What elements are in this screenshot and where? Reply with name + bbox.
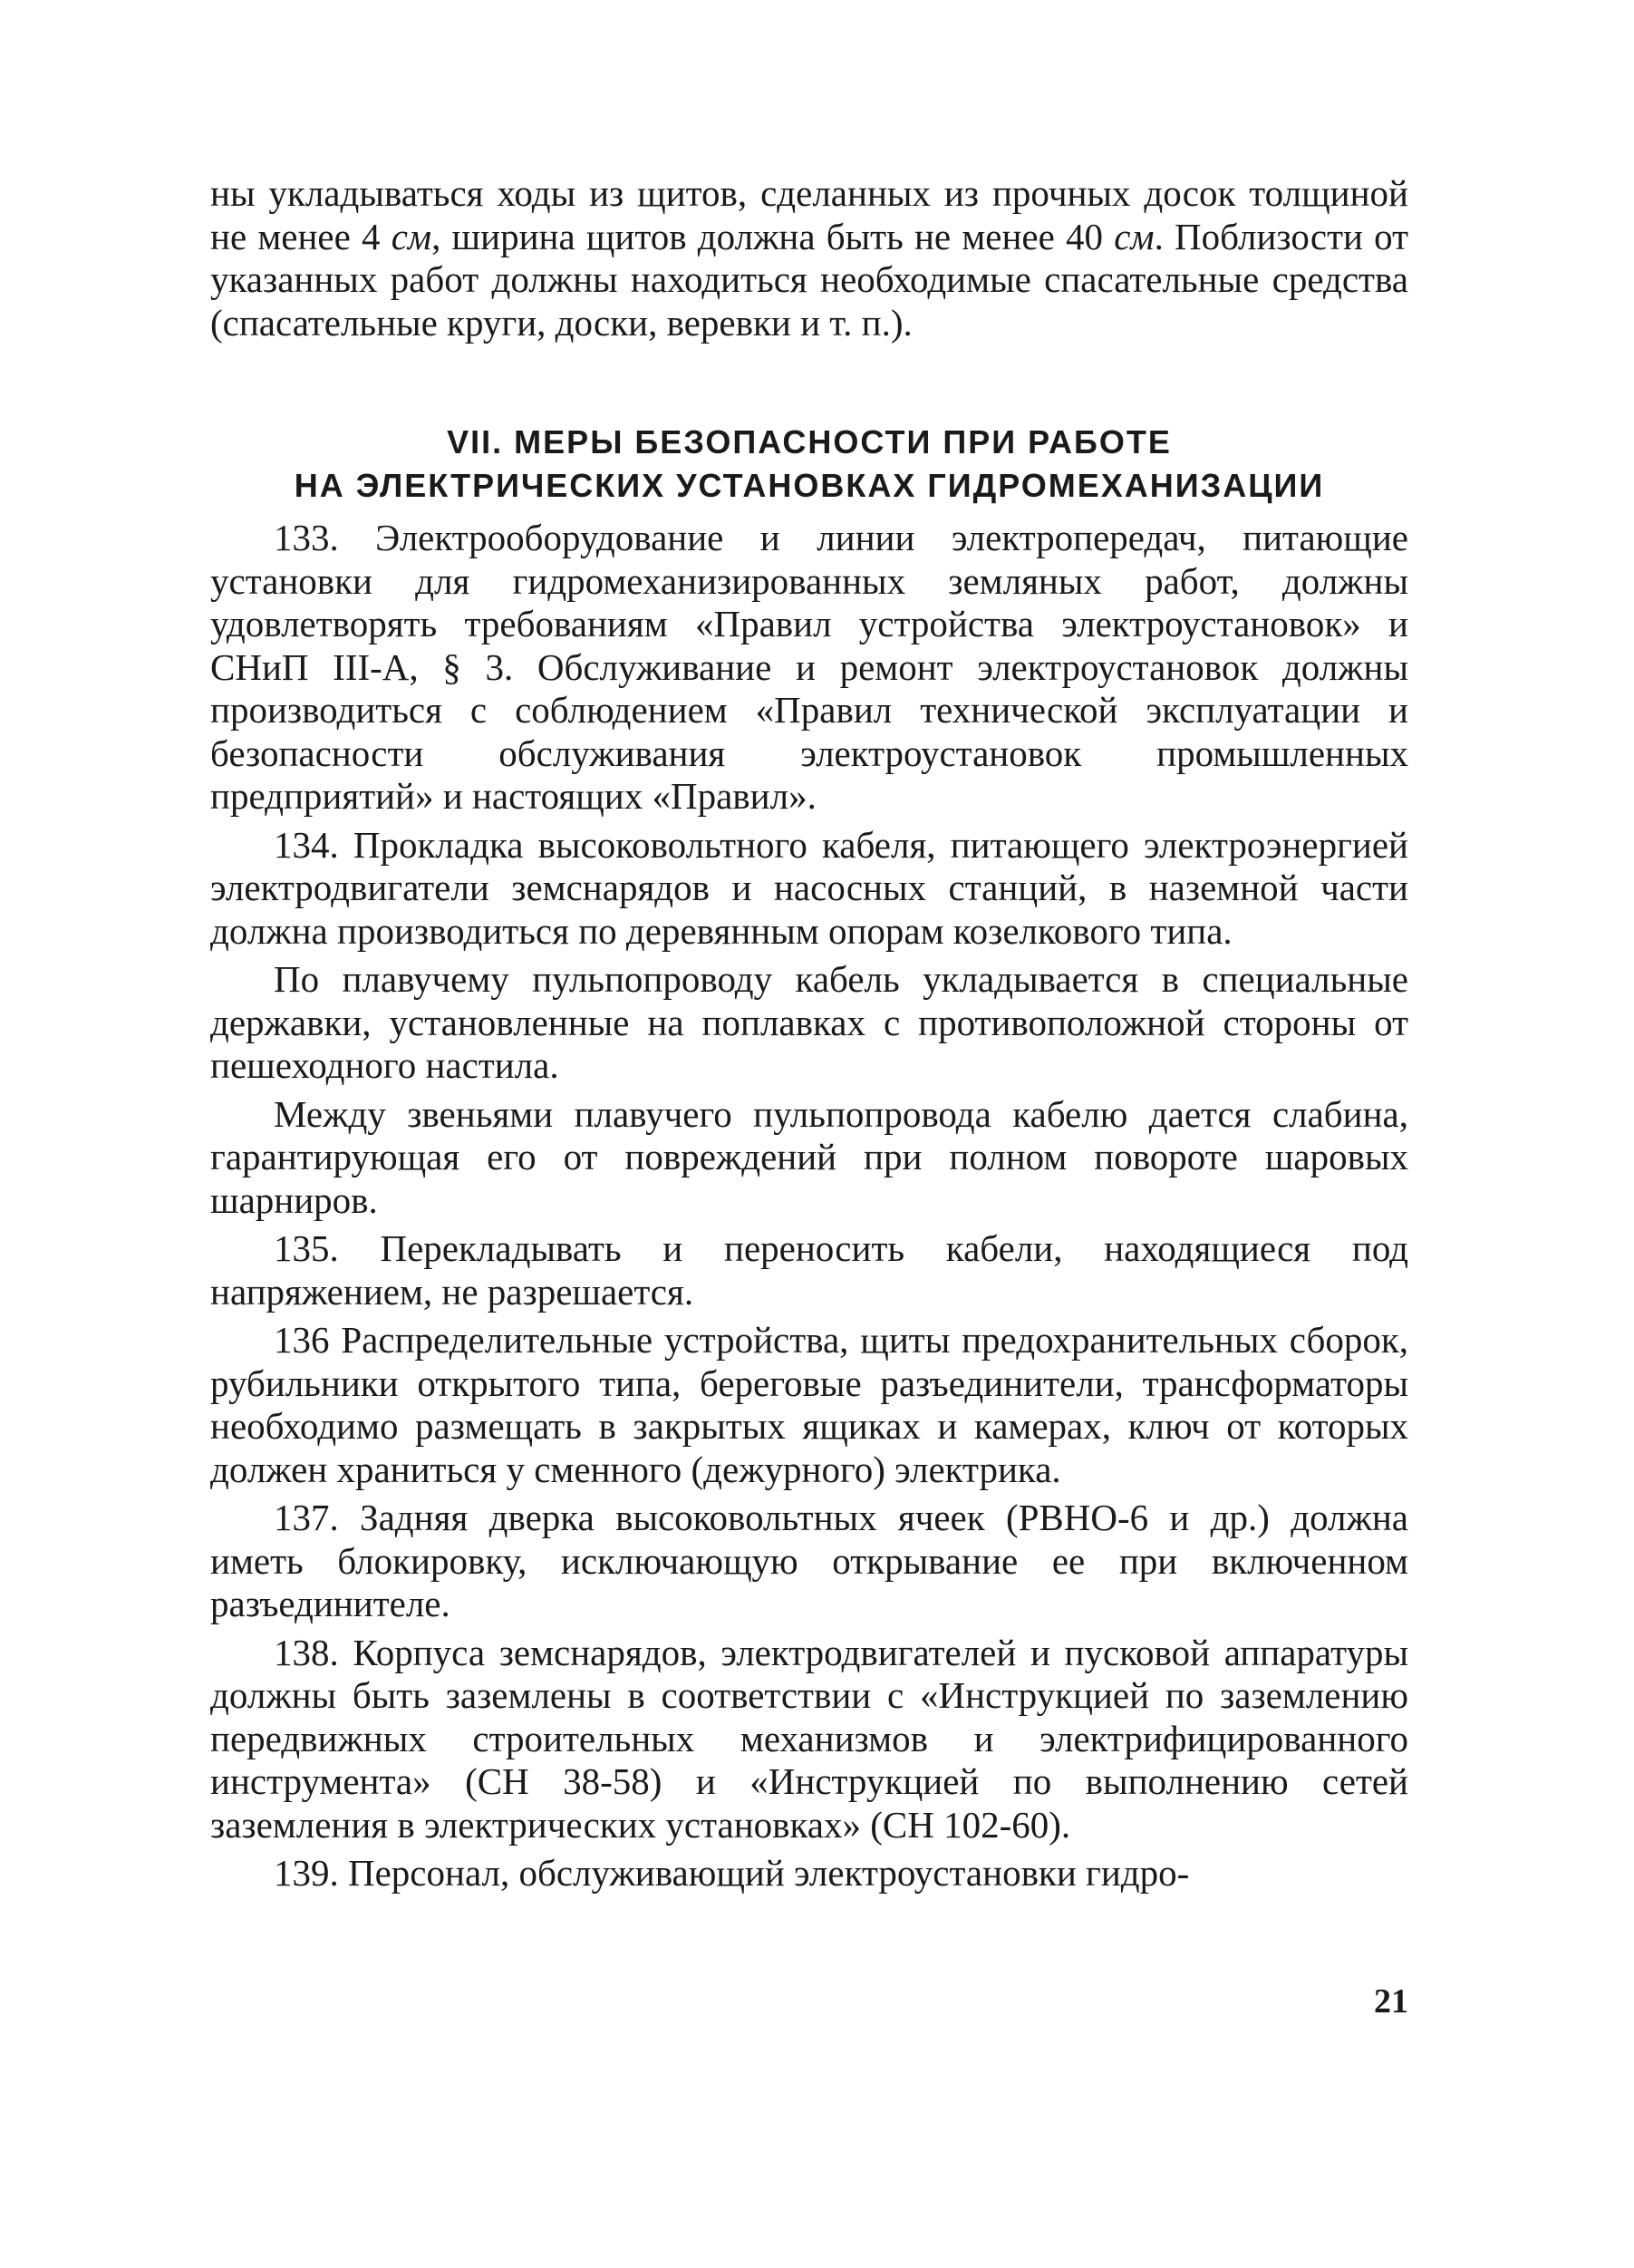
paragraph-134: 134. Прокладка высоковольтного кабеля, питающего электроэнергией электродвигатели земснарядов и насосных станций, в наземной части должна производиться по деревянным опорам козелкового типа. xyxy=(210,823,1408,952)
document-page xyxy=(210,172,1409,2021)
paragraph-136: 136 Распределительные устройства, щиты предохранительных сборок, рубильники открытого типа, береговые разъединители, трансформаторы необходимо размещать в закрытых ящиках и камерах, ключ от которых должен храниться у сменного (дежурного) электрика. xyxy=(210,1319,1408,1490)
paragraph-134-cable-float: По плавучему пульпопроводу кабель укладывается в специальные державки, установленные на поплавках с противоположной стороны от пешеходного настила. xyxy=(210,958,1408,1086)
unit-cm-2: см xyxy=(1114,215,1155,257)
continuation-paragraph xyxy=(210,172,1408,344)
continuation-text-1: ны укладываться ходы из щитов, сделанных из прочных досок толщиной не менее 4 xyxy=(210,172,1408,257)
paragraph-134-slack: Между звеньями плавучего пульпопровода кабелю дается слабина, гарантирующая его от повреждений при полном повороте шаровых шарниров. xyxy=(210,1092,1408,1221)
continuation-text-3: . Поблизости от указанных работ должны находиться необходимые спасательные средства (спасательные круги, доски, веревки и т. п.). xyxy=(210,215,1409,344)
page-number: 21 xyxy=(1374,1982,1408,2021)
section-title-line-2: НА ЭЛЕКТРИЧЕСКИХ УСТАНОВКАХ ГИДРОМЕХАНИЗАЦИИ xyxy=(294,467,1325,504)
paragraph-137: 137. Задняя дверка высоковольтных ячеек (РВНО-6 и др.) должна иметь блокировку, исключающую открывание ее при включенном разъединителе. xyxy=(210,1497,1408,1624)
paragraph-133: 133. Электрооборудование и линии электропередач, питающие установки для гидромеханизированных земляных работ, должны удовлетворять требованиям «Правил устройства электроустановок» и СНиП III-А, § 3. Обслуживание и ремонт электроустановок должны производиться с соблюдением «Правил технической эксплуатации и безопасности обслуживания электроустановок промышленных предприятий» и настоящих «Правил». xyxy=(210,517,1408,817)
paragraph-135: 135. Перекладывать и переносить кабели, находящиеся под напряжением, не разрешается. xyxy=(210,1227,1408,1313)
paragraph-139: 139. Персонал, обслуживающий электроустановки гидро- xyxy=(274,1852,1190,1894)
paragraph-138: 138. Корпуса земснарядов, электродвигателей и пусковой аппаратуры должны быть заземлены в соответствии с «Инструкцией по заземлению передвижных строительных механизмов и электрифицированного инструмента» (СН 38-58) и «Инструкцией по выполнению сетей заземления в электрических установках» (СН 102-60). xyxy=(210,1631,1408,1846)
continuation-text-2: , ширина щитов должна быть не менее 40 xyxy=(431,215,1115,257)
unit-cm-1: см xyxy=(391,215,432,257)
section-title-line-1: VII. МЕРЫ БЕЗОПАСНОСТИ ПРИ РАБОТЕ xyxy=(447,423,1172,460)
section-heading xyxy=(210,421,1408,508)
